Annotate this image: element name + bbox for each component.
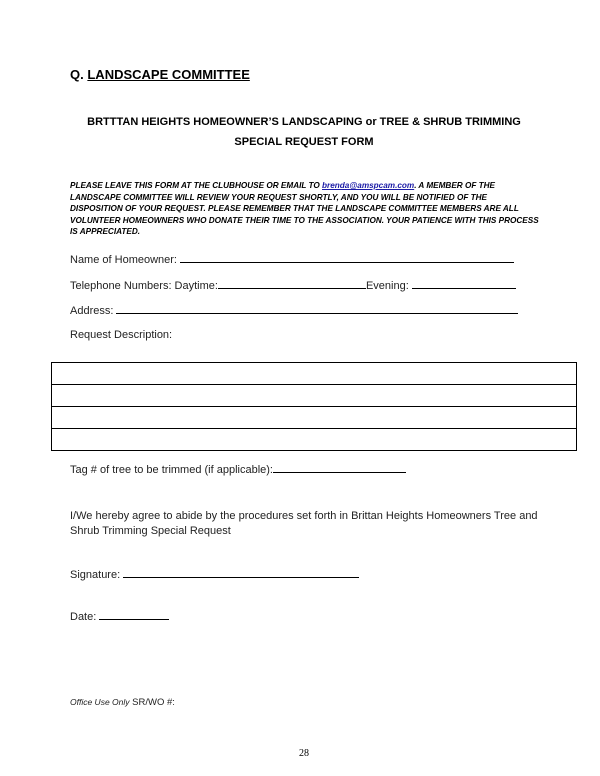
form-title-line1: BRTTTAN HEIGHTS HOMEOWNER’S LANDSCAPING or TREE & SHRUB TRIMMING [87,116,521,128]
signature-field [70,567,359,581]
address-input-line[interactable] [116,303,518,314]
section-prefix: Q. [70,67,84,82]
homeowner-input-line[interactable] [180,252,514,263]
homeowner-label: Name of Homeowner: [70,254,177,266]
daytime-label: Telephone Numbers: Daytime: [70,280,218,292]
signature-label: Signature: [70,569,121,581]
evening-label: Evening: [365,280,409,292]
table-row[interactable] [52,407,577,429]
email-link[interactable]: brenda@amspcam.com [322,181,415,190]
page-number: 28 [299,748,309,759]
instructions [70,180,540,238]
date-label: Date: [70,611,97,623]
tag-label: Tag # of tree to be trimmed (if applicable): [70,464,273,476]
form-title-line2: SPECIAL REQUEST FORM [234,136,374,148]
sr-wo-label: SR/WO #: [132,697,175,708]
office-use-label: Office Use Only [70,697,130,707]
instructions-text-end: . A MEMBER OF THE LANDSCAPE COMMITTEE WILL REVIEW YOUR REQUEST SHORTLY, AND YOU WILL BE NOTIFIED OF THE DISPOSITION OF YOUR REQUEST. PLEASE REMEMBER THAT THE LANDSCAPE COMMITTEE MEMBERS ARE ALL VOLUNTEER HOMEOWNERS WHO DONATE THEIR TIME TO THE ASSOCIATION. YOUR PATIENCE WITH THIS PROCESS IS APPRECIATED. [70,181,539,237]
daytime-input-line[interactable] [218,278,366,289]
tag-field [70,462,406,476]
address-field [70,303,518,317]
telephone-field [70,278,516,292]
office-use [70,697,175,708]
section-heading: LANDSCAPE COMMITTEE [87,67,250,82]
table-row[interactable] [52,363,577,385]
agreement-text: I/We hereby agree to abide by the procedures set forth in Brittan Heights Homeowners Tree and Shrub Trimming Special Request [70,510,538,537]
section-title [70,67,250,82]
request-description-label: Request Description: [70,329,173,341]
homeowner-field [70,252,514,266]
request-description-table [51,362,577,451]
signature-input-line[interactable] [123,567,359,578]
date-input-line[interactable] [99,609,169,620]
table-row[interactable] [52,385,577,407]
instructions-text-start: PLEASE LEAVE THIS FORM AT THE CLUBHOUSE OR EMAIL TO [70,181,323,190]
tag-input-line[interactable] [273,462,406,473]
table-row[interactable] [52,429,577,451]
date-field [70,609,169,623]
address-label: Address: [70,305,114,317]
evening-input-line[interactable] [412,278,516,289]
